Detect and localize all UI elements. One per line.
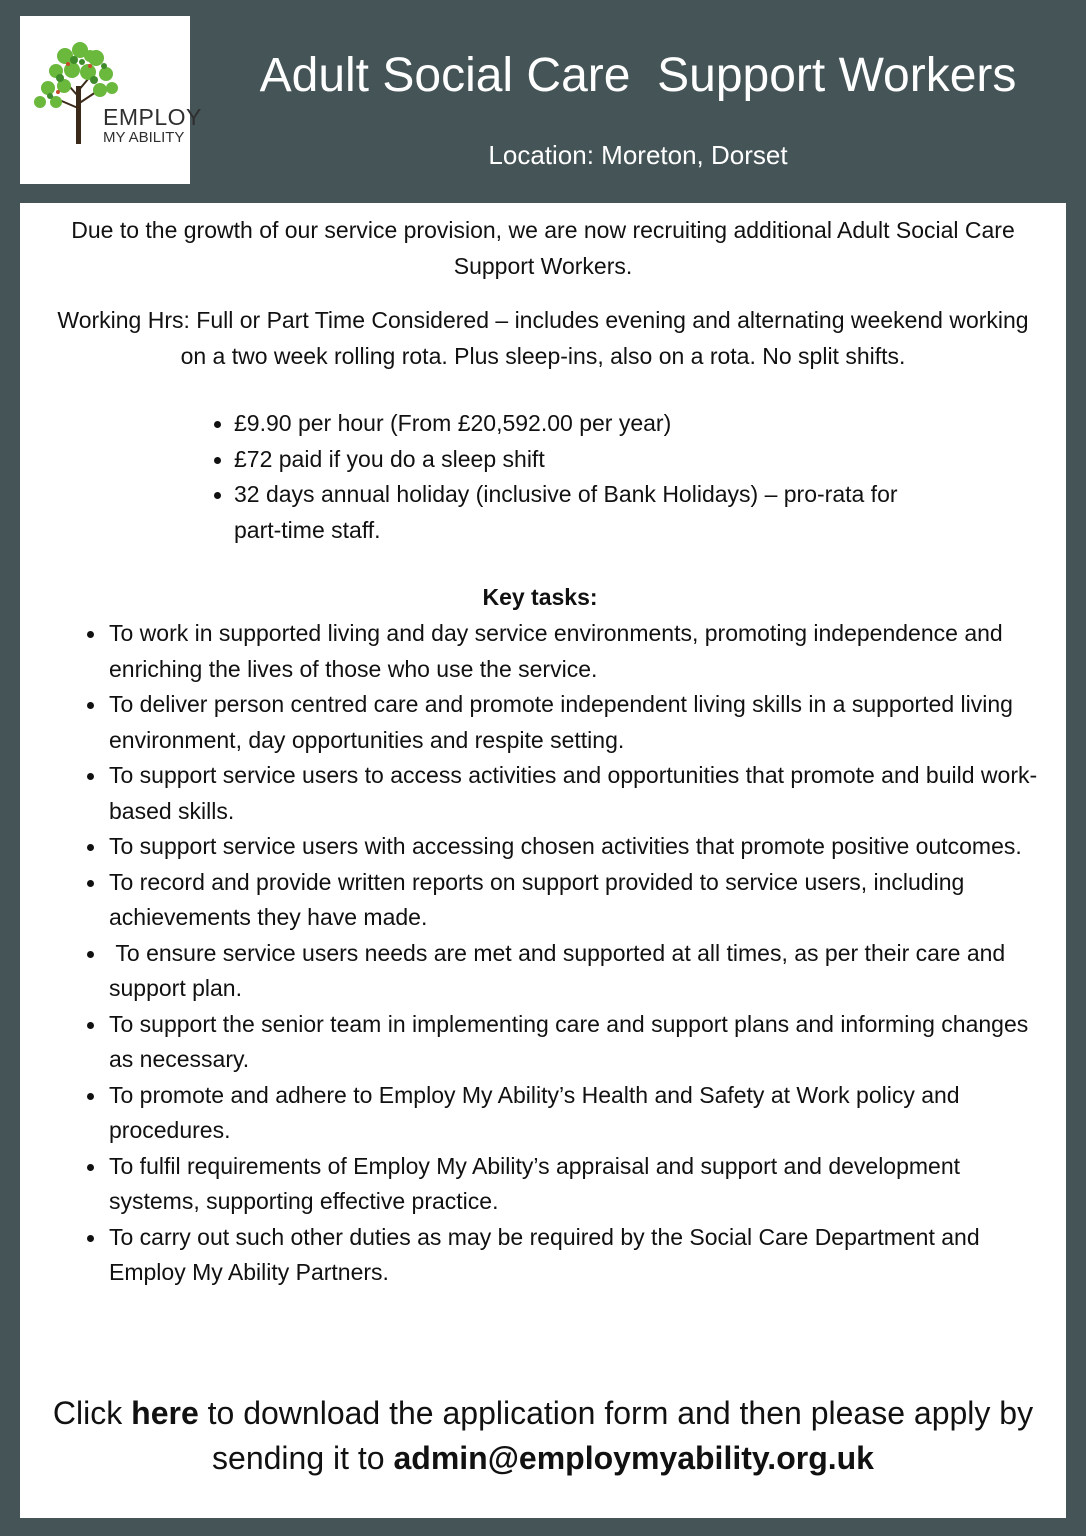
cta-text-1: Click <box>52 1395 132 1431</box>
job-description-panel <box>20 203 1066 1518</box>
key-tasks-heading: Key tasks: <box>482 584 598 610</box>
perks-list <box>208 406 908 548</box>
download-form-link[interactable]: here <box>131 1395 199 1431</box>
list-item: To support the senior team in implementing care and support plans and informing changes as necessary. <box>83 1007 1043 1078</box>
logo <box>20 16 202 184</box>
list-item: £72 paid if you do a sleep shift <box>208 442 908 478</box>
list-item: To fulfil requirements of Employ My Ability’s appraisal and support and development systems, supporting effective practice. <box>83 1149 1043 1220</box>
list-item: 32 days annual holiday (inclusive of Bank Holidays) – pro-rata for part-time staff. <box>208 477 908 548</box>
list-item: To record and provide written reports on support provided to service users, including achievements they have made. <box>83 865 1043 936</box>
list-item: To support service users to access activities and opportunities that promote and build work-based skills. <box>83 758 1043 829</box>
list-item: To work in supported living and day service environments, promoting independence and enriching the lives of those who use the service. <box>83 616 1043 687</box>
location-text: Location: Moreton, Dorset <box>488 140 788 170</box>
key-tasks-list <box>83 616 1043 1291</box>
list-item: To deliver person centred care and promote independent living skills in a supported living environment, day opportunities and respite setting. <box>83 687 1043 758</box>
list-item: £9.90 per hour (From £20,592.00 per year) <box>208 406 908 442</box>
intro-paragraph: Due to the growth of our service provision, we are now recruiting additional Adult Social Care Support Workers. <box>71 217 1015 279</box>
page-title: Adult Social Care Support Workers <box>259 49 1017 102</box>
working-hours-paragraph: Working Hrs: Full or Part Time Considered – includes evening and alternating weekend working on a two week rolling rota. Plus sleep-ins, also on a rota. No split shifts. <box>57 307 1029 369</box>
list-item: To carry out such other duties as may be required by the Social Care Department and Employ My Ability Partners. <box>83 1220 1043 1291</box>
cta-text-2: to download the application form and then please apply by sending it to <box>198 1395 1042 1476</box>
logo-text-employ: EMPLOY <box>103 104 202 130</box>
list-item: To support service users with accessing chosen activities that promote positive outcomes. <box>83 829 1043 865</box>
tree-icon <box>20 16 190 184</box>
application-call-to-action <box>20 1391 1066 1481</box>
list-item: To promote and adhere to Employ My Ability’s Health and Safety at Work policy and procedures. <box>83 1078 1043 1149</box>
logo-text-my-ability: MY ABILITY <box>103 129 185 146</box>
list-item: To ensure service users needs are met and supported at all times, as per their care and support plan. <box>83 936 1043 1007</box>
email-link[interactable]: admin@employmyability.org.uk <box>393 1440 874 1476</box>
